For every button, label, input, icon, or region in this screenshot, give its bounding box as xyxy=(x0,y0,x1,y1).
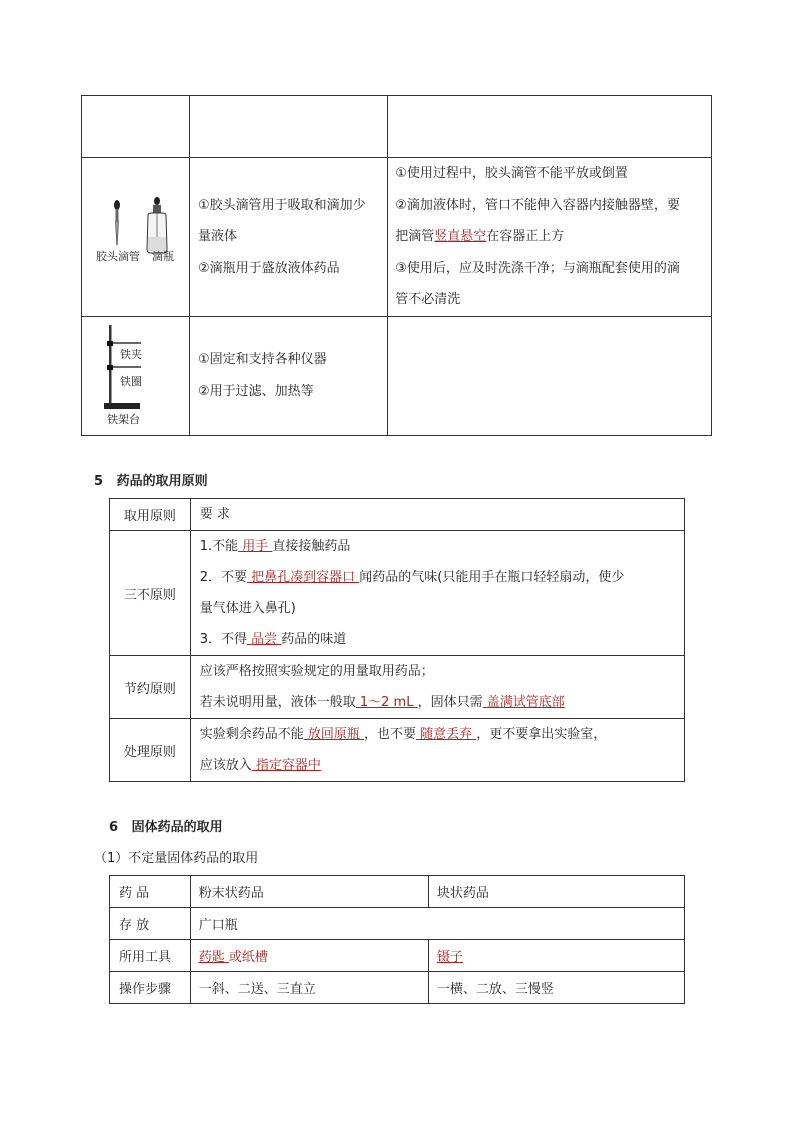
section-5-heading: 5 药品的取用原则 xyxy=(94,474,208,489)
stand-caption: 铁架台 xyxy=(107,412,140,426)
table-row-three-nots: 三不原则 1.不能 用手 直接接触药品 2．不要 把鼻孔凑到容器口 闻药品的气味(只能用手在瓶口轻轻扇动，使少 量气体进入鼻孔) 3．不得 品尝 药品的味道 xyxy=(110,531,685,656)
answer-blank: 放回原瓶 xyxy=(303,727,365,742)
table-row: 存 放 广口瓶 xyxy=(110,908,685,940)
principles-table xyxy=(109,498,685,782)
table-row-disposal: 处理原则 实验剩余药品不能 放回原瓶 ，也不要 随意丢弃 ，更不要拿出实验室， 应该放入 指定容器中 xyxy=(110,719,685,782)
table-row: 操作步骤 一斜、二送、三直立 一横、二放、三慢竖 xyxy=(110,972,685,1004)
solid-reagent-table xyxy=(109,875,685,1004)
answer-blank: 盖满试管底部 xyxy=(482,695,565,710)
answer-blank: 把鼻孔凑到容器口 xyxy=(247,570,360,585)
dropper-image-cell xyxy=(82,158,190,317)
answer-blank: 1～2 mL xyxy=(355,695,418,710)
section-6-heading: 6 固体药品的取用 xyxy=(109,820,223,835)
clamp-caption: 铁夹 xyxy=(120,347,142,361)
table-row: 所用工具 药匙 或纸槽 镊子 xyxy=(110,940,685,972)
answer-blank: 镊子 xyxy=(436,950,463,965)
answer-blank: 竖直悬空 xyxy=(434,229,487,244)
table-row-empty xyxy=(82,96,712,158)
instrument-table xyxy=(81,95,712,436)
answer-blank: 品尝 xyxy=(247,632,282,647)
table-row-dropper xyxy=(82,158,712,317)
iron-stand-image-cell xyxy=(82,316,190,435)
dropper-notes-cell: ①使用过程中，胶头滴管不能平放或倒置 ②滴加液体时，管口不能伸入容器内接触器壁，要 把滴管竖直悬空在容器正上方 ③使用后，应及时洗涤干净；与滴瓶配套使用的滴 管不必清洗 xyxy=(388,158,712,317)
ring-caption: 铁圈 xyxy=(120,374,142,388)
bottle-caption: 滴瓶 xyxy=(152,249,174,263)
dropper-use-cell: ①胶头滴管用于吸取和滴加少 量液体 ②滴瓶用于盛放液体药品 xyxy=(190,158,388,317)
table-row: 药 品 粉末状药品 块状药品 xyxy=(110,876,685,908)
answer-blank: 指定容器中 xyxy=(251,758,321,773)
dropper-caption: 胶头滴管 xyxy=(96,249,140,263)
table-header-row: 取用原则 要 求 xyxy=(110,499,685,531)
iron-stand-illustration xyxy=(104,323,144,411)
iron-stand-use-cell: ①固定和支持各种仪器 ②用于过滤、加热等 xyxy=(190,316,388,435)
answer-blank: 药匙 xyxy=(198,950,229,965)
table-row-economy: 节约原则 应该严格按照实验规定的用量取用药品； 若未说明用量，液体一般取 1～2 mL ，固体只需 盖满试管底部 xyxy=(110,656,685,719)
section-6-subtitle: （1）不定量固体药品的取用 xyxy=(94,851,259,866)
answer-blank: 用手 xyxy=(238,539,273,554)
answer-blank: 随意丢弃 xyxy=(416,727,477,742)
table-row-iron-stand xyxy=(82,316,712,435)
